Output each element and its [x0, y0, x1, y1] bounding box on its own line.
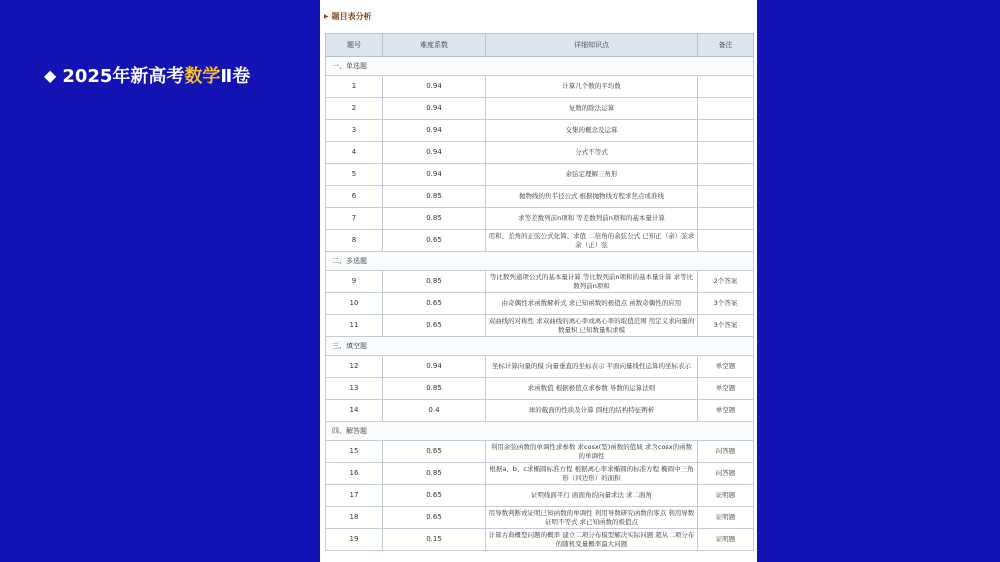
table-row	[326, 164, 754, 186]
knowledge-points: 等比数列通项公式的基本量计算 等比数列前n项和的基本量计算 求等比数列前n项和	[486, 271, 698, 293]
knowledge-points: 证明线面平行 面面角的向量求法 求二面角	[486, 485, 698, 507]
title-prefix: 2025年新高考	[62, 66, 185, 87]
difficulty-value: 0.94	[383, 120, 486, 142]
table-row	[326, 315, 754, 337]
note-cell: 单空题	[698, 400, 754, 422]
title-suffix: Ⅱ卷	[220, 66, 251, 87]
note-cell: 3个答案	[698, 315, 754, 337]
table-row	[326, 142, 754, 164]
question-number: 15	[326, 441, 383, 463]
difficulty-value: 0.94	[383, 98, 486, 120]
question-number: 13	[326, 378, 383, 400]
note-cell: 3个答案	[698, 293, 754, 315]
col-header-number: 题号	[326, 34, 383, 57]
col-header-knowledge: 详细知识点	[486, 34, 698, 57]
question-number: 2	[326, 98, 383, 120]
table-row	[326, 463, 754, 485]
note-cell: 问答题	[698, 441, 754, 463]
section-row	[326, 252, 754, 271]
table-row	[326, 208, 754, 230]
question-number: 14	[326, 400, 383, 422]
table-row	[326, 271, 754, 293]
question-number: 6	[326, 186, 383, 208]
difficulty-value: 0.94	[383, 356, 486, 378]
question-table	[325, 33, 754, 551]
question-number: 18	[326, 507, 383, 529]
knowledge-points: 求等差数列前n项和 等差数列前n项和的基本量计算	[486, 208, 698, 230]
knowledge-points: 坐标计算向量的模 向量垂直的坐标表示 平面向量线性运算的坐标表示	[486, 356, 698, 378]
sheet-heading	[320, 0, 757, 32]
question-number: 17	[326, 485, 383, 507]
question-number: 10	[326, 293, 383, 315]
knowledge-points: 根据a、b、c求椭圆标准方程 根据离心率求椭圆的标准方程 椭圆中三角形（四边形）的面积	[486, 463, 698, 485]
question-number: 19	[326, 529, 383, 551]
difficulty-value: 0.85	[383, 186, 486, 208]
triangle-marker-icon: ▶	[324, 12, 329, 20]
table-row	[326, 76, 754, 98]
difficulty-value: 0.94	[383, 142, 486, 164]
note-cell: 2个答案	[698, 271, 754, 293]
note-cell	[698, 76, 754, 98]
knowledge-points: 复数的除法运算	[486, 98, 698, 120]
knowledge-points: 计算几个数的平均数	[486, 76, 698, 98]
section-title: 四、解答题	[326, 422, 754, 441]
difficulty-value: 0.85	[383, 271, 486, 293]
diamond-bullet-icon: ◆	[44, 65, 57, 85]
difficulty-value: 0.85	[383, 378, 486, 400]
question-number: 4	[326, 142, 383, 164]
difficulty-value: 0.65	[383, 315, 486, 337]
question-number: 11	[326, 315, 383, 337]
table-row	[326, 507, 754, 529]
section-row	[326, 57, 754, 76]
question-number: 5	[326, 164, 383, 186]
note-cell	[698, 142, 754, 164]
note-cell: 证明题	[698, 529, 754, 551]
knowledge-points: 球的截面的性质及计算 圆柱的结构特征辨析	[486, 400, 698, 422]
table-row	[326, 98, 754, 120]
sheet-heading-text: 题目表分析	[331, 11, 372, 21]
section-row	[326, 422, 754, 441]
question-number: 1	[326, 76, 383, 98]
section-row	[326, 337, 754, 356]
table-body	[326, 57, 754, 551]
section-title: 二、多选题	[326, 252, 754, 271]
difficulty-value: 0.65	[383, 507, 486, 529]
difficulty-value: 0.65	[383, 485, 486, 507]
knowledge-points: 利用余弦函数的单调性求参数 求cosx(型)函数的值域 求含cosx的函数的单调性	[486, 441, 698, 463]
analysis-sheet	[320, 0, 757, 562]
note-cell: 单空题	[698, 378, 754, 400]
difficulty-value: 0.15	[383, 529, 486, 551]
note-cell	[698, 120, 754, 142]
note-cell	[698, 186, 754, 208]
knowledge-points: 余弦定理解三角形	[486, 164, 698, 186]
title-highlight: 数学	[184, 66, 221, 87]
table-row	[326, 378, 754, 400]
question-number: 12	[326, 356, 383, 378]
note-cell: 证明题	[698, 485, 754, 507]
table-header-row	[326, 34, 754, 57]
knowledge-points: 用和、差角的正弦公式化简、求值 二倍角的余弦公式 已知正（余）弦求余（正）弦	[486, 230, 698, 252]
knowledge-points: 由奇偶性求函数解析式 求已知函数的极值点 函数奇偶性的应用	[486, 293, 698, 315]
table-row	[326, 441, 754, 463]
note-cell	[698, 208, 754, 230]
note-cell	[698, 230, 754, 252]
question-number: 9	[326, 271, 383, 293]
table-row	[326, 230, 754, 252]
note-cell: 问答题	[698, 463, 754, 485]
note-cell: 单空题	[698, 356, 754, 378]
question-number: 16	[326, 463, 383, 485]
difficulty-value: 0.65	[383, 293, 486, 315]
table-row	[326, 529, 754, 551]
note-cell	[698, 98, 754, 120]
difficulty-value: 0.85	[383, 208, 486, 230]
table-row	[326, 356, 754, 378]
question-number: 3	[326, 120, 383, 142]
knowledge-points: 计算古典概型问题的概率 建立二项分布模型解决实际问题 超从二项分布的随机变量概率最大问题	[486, 529, 698, 551]
question-number: 7	[326, 208, 383, 230]
section-title: 一、单选题	[326, 57, 754, 76]
table-row	[326, 485, 754, 507]
question-number: 8	[326, 230, 383, 252]
knowledge-points: 用导数判断或证明已知函数的单调性 利用导数研究函数的零点 利用导数证明不等式 求已知函数的极值点	[486, 507, 698, 529]
knowledge-points: 交集的概念及运算	[486, 120, 698, 142]
knowledge-points: 求函数值 根据极值点求参数 导数的运算法则	[486, 378, 698, 400]
slide-title	[44, 62, 250, 88]
col-header-note: 备注	[698, 34, 754, 57]
col-header-difficulty: 难度系数	[383, 34, 486, 57]
difficulty-value: 0.94	[383, 76, 486, 98]
difficulty-value: 0.4	[383, 400, 486, 422]
note-cell: 证明题	[698, 507, 754, 529]
knowledge-points: 抛物线的焦半径公式 根据抛物线方程求焦点或准线	[486, 186, 698, 208]
note-cell	[698, 164, 754, 186]
difficulty-value: 0.94	[383, 164, 486, 186]
table-row	[326, 186, 754, 208]
knowledge-points: 双曲线的对称性 求双曲线的离心率或离心率的取值范围 用定义求向量的数量积 已知数量积求模	[486, 315, 698, 337]
difficulty-value: 0.65	[383, 230, 486, 252]
difficulty-value: 0.65	[383, 441, 486, 463]
table-row	[326, 293, 754, 315]
table-row	[326, 120, 754, 142]
knowledge-points: 分式不等式	[486, 142, 698, 164]
table-row	[326, 400, 754, 422]
section-title: 三、填空题	[326, 337, 754, 356]
difficulty-value: 0.85	[383, 463, 486, 485]
